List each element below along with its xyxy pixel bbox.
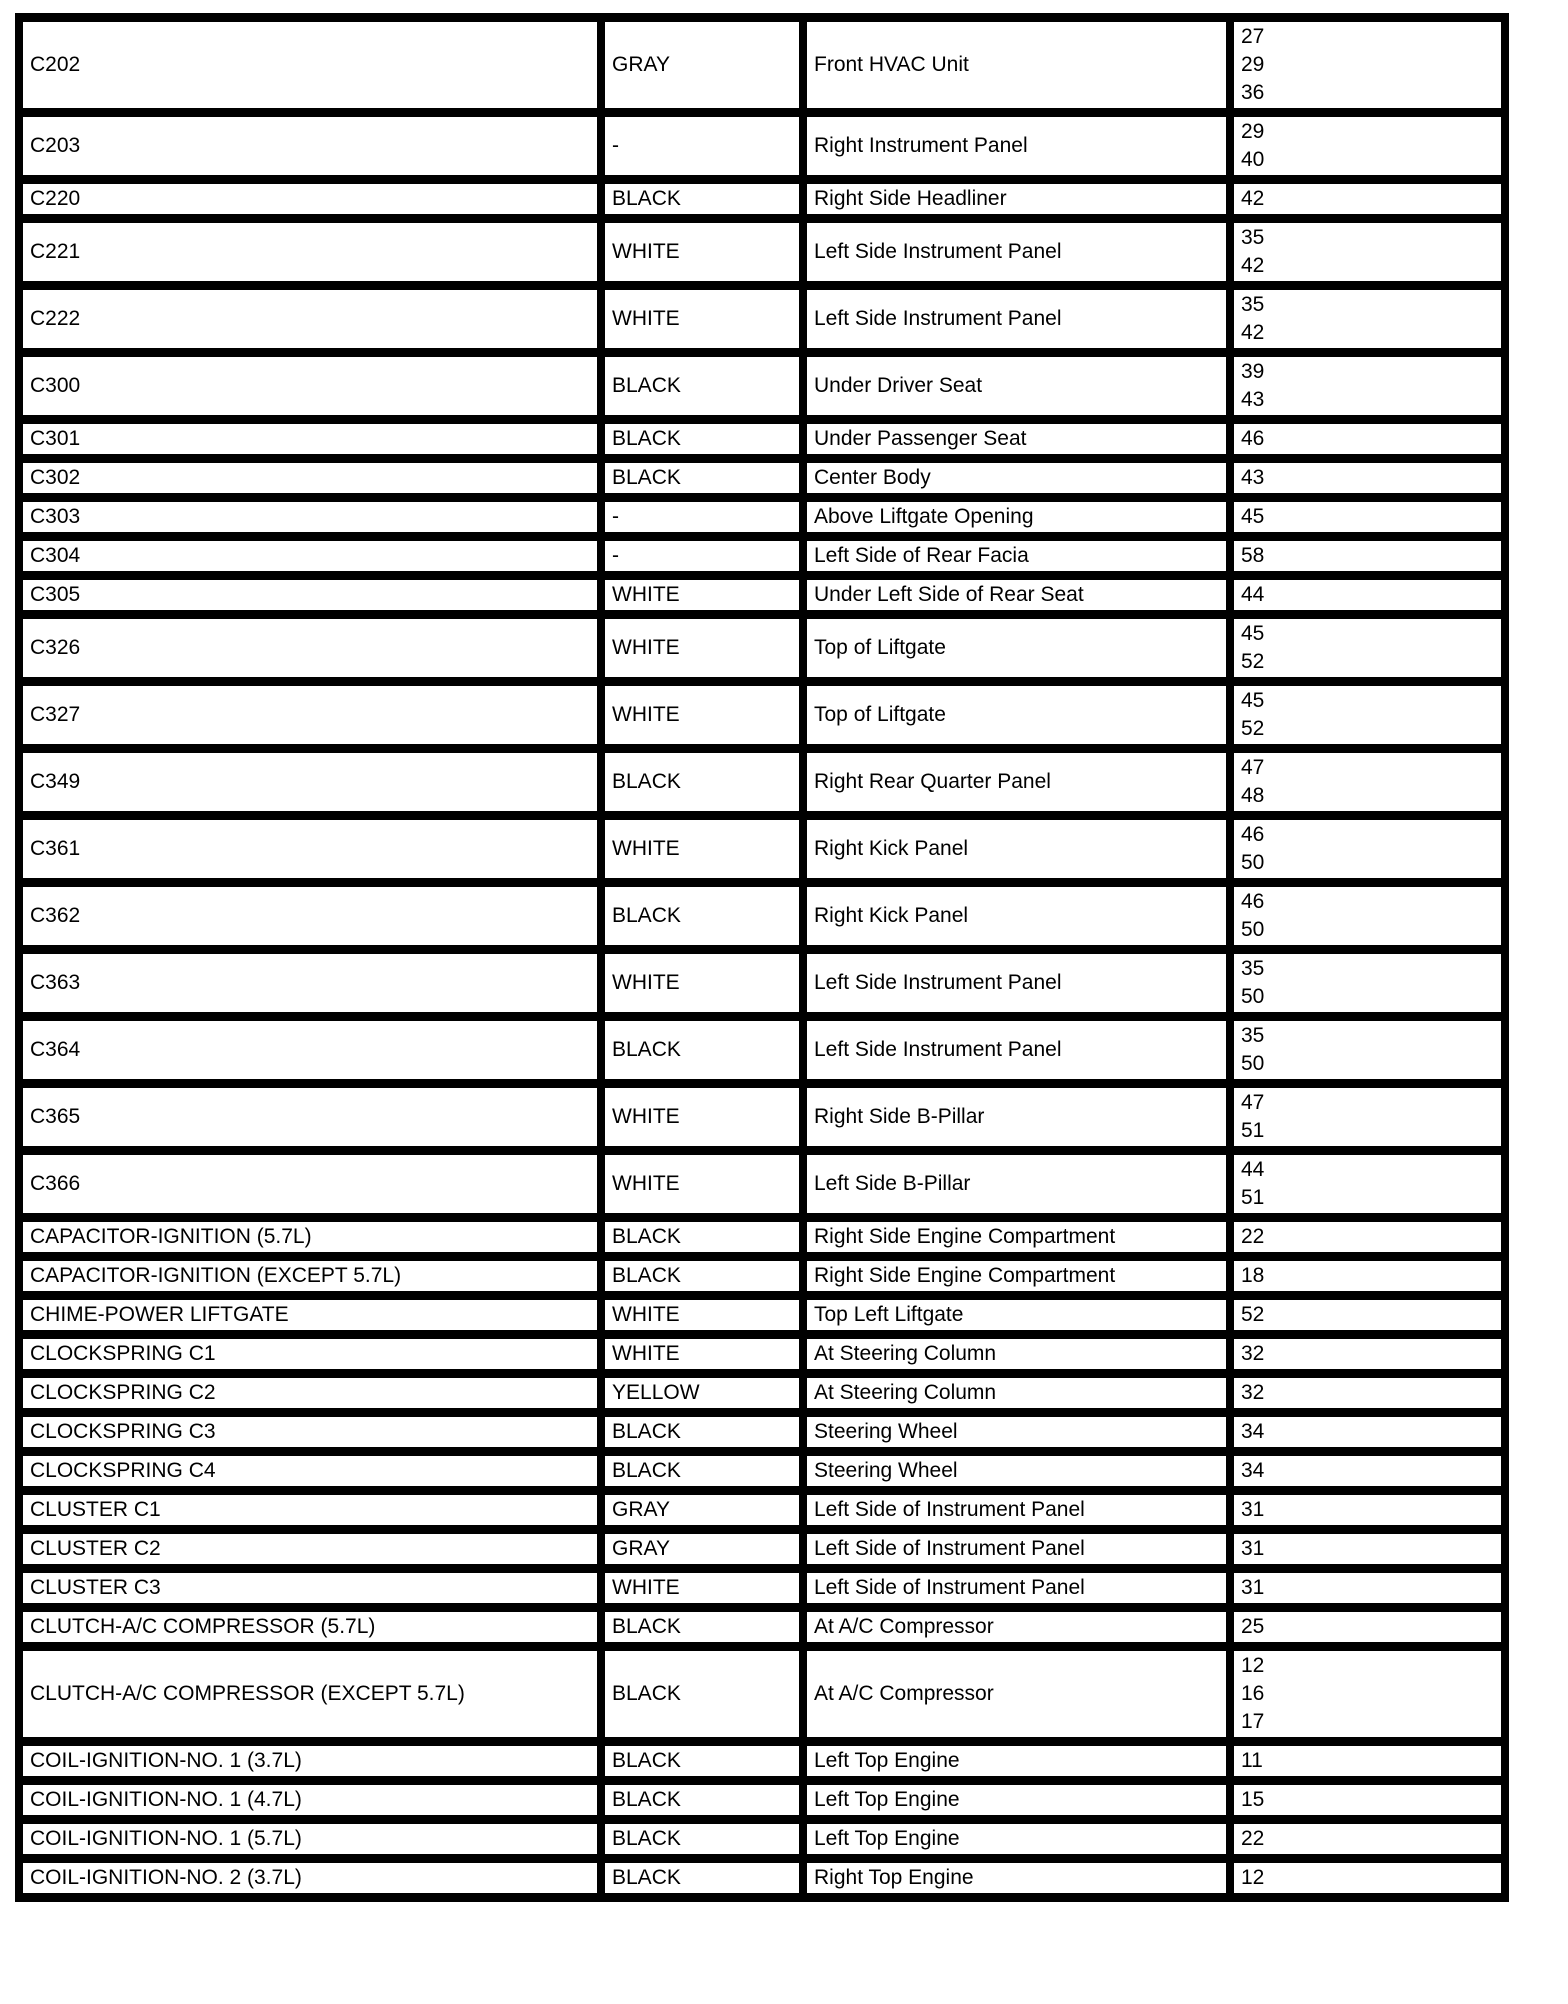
connector-color-cell: WHITE (601, 816, 803, 883)
page-number: 47 (1241, 756, 1265, 779)
connector-location-cell: Above Liftgate Opening (803, 498, 1230, 537)
connector-pages-cell (1230, 1084, 1505, 1151)
page-number: 47 (1241, 1091, 1265, 1114)
connector-color-cell: WHITE (601, 1296, 803, 1335)
page-number: 36 (1241, 81, 1265, 104)
table-row (19, 749, 1505, 816)
table-row (19, 576, 1505, 615)
connector-pages-cell (1230, 113, 1505, 180)
connector-color-cell: WHITE (601, 219, 803, 286)
connector-color-cell: BLACK (601, 180, 803, 219)
connector-color-cell: WHITE (601, 615, 803, 682)
connector-location-cell: At A/C Compressor (803, 1647, 1230, 1742)
connector-pages-cell (1230, 1781, 1505, 1820)
table-row (19, 1084, 1505, 1151)
connector-pages-cell (1230, 1742, 1505, 1781)
connector-location-cell: Left Side B-Pillar (803, 1151, 1230, 1218)
connector-name-cell: CLUSTER C1 (19, 1491, 601, 1530)
table-row (19, 219, 1505, 286)
connector-name-cell: CLOCKSPRING C3 (19, 1413, 601, 1452)
connector-location-cell: Under Left Side of Rear Seat (803, 576, 1230, 615)
page-number: 39 (1241, 360, 1265, 383)
page-sheet (15, 13, 1509, 1902)
connector-color-cell: BLACK (601, 1608, 803, 1647)
page-number: 50 (1241, 918, 1265, 941)
page-number: 29 (1241, 120, 1265, 143)
table-row (19, 1374, 1505, 1413)
page-number: 43 (1241, 466, 1265, 489)
connector-color-cell: BLACK (601, 1859, 803, 1898)
connector-location-cell: Top of Liftgate (803, 615, 1230, 682)
page-number: 35 (1241, 226, 1265, 249)
page-number: 48 (1241, 784, 1265, 807)
connector-pages-cell (1230, 180, 1505, 219)
page-number: 35 (1241, 957, 1265, 980)
page-number: 50 (1241, 1052, 1265, 1075)
table-row (19, 1017, 1505, 1084)
connector-pages-cell (1230, 749, 1505, 816)
connector-color-cell: BLACK (601, 883, 803, 950)
connector-location-cell: Left Top Engine (803, 1820, 1230, 1859)
page-number: 50 (1241, 985, 1265, 1008)
connector-name-cell: CLUSTER C2 (19, 1530, 601, 1569)
table-row (19, 353, 1505, 420)
page-number: 15 (1241, 1788, 1265, 1811)
connector-name-cell: C203 (19, 113, 601, 180)
table-row (19, 180, 1505, 219)
page-number: 44 (1241, 583, 1265, 606)
page-number: 25 (1241, 1615, 1265, 1638)
table-row (19, 1820, 1505, 1859)
connector-location-cell: Right Top Engine (803, 1859, 1230, 1898)
connector-color-cell: BLACK (601, 1218, 803, 1257)
table-row (19, 950, 1505, 1017)
connector-location-cell: Left Side of Instrument Panel (803, 1530, 1230, 1569)
connector-location-cell: Right Side Engine Compartment (803, 1218, 1230, 1257)
connector-color-cell: GRAY (601, 18, 803, 113)
table-row (19, 1335, 1505, 1374)
connector-name-cell: C326 (19, 615, 601, 682)
connector-color-cell: WHITE (601, 576, 803, 615)
table-row (19, 1296, 1505, 1335)
table-row (19, 1491, 1505, 1530)
connector-pages-cell (1230, 18, 1505, 113)
page-number: 50 (1241, 851, 1265, 874)
connector-pages-cell (1230, 1335, 1505, 1374)
connector-location-cell: Left Top Engine (803, 1742, 1230, 1781)
connector-location-cell: Left Side of Instrument Panel (803, 1569, 1230, 1608)
connector-location-cell: Left Side of Instrument Panel (803, 1491, 1230, 1530)
table-row (19, 1859, 1505, 1898)
connector-name-cell: C220 (19, 180, 601, 219)
connector-color-cell: WHITE (601, 682, 803, 749)
connector-location-cell: Center Body (803, 459, 1230, 498)
connector-pages-cell (1230, 1374, 1505, 1413)
connector-name-cell: C202 (19, 18, 601, 113)
page-number: 16 (1241, 1682, 1265, 1705)
page-number: 46 (1241, 890, 1265, 913)
page-number: 18 (1241, 1264, 1265, 1287)
connector-location-cell: Right Instrument Panel (803, 113, 1230, 180)
connector-pages-cell (1230, 1491, 1505, 1530)
page-number: 42 (1241, 187, 1265, 210)
connector-name-cell: C363 (19, 950, 601, 1017)
table-row (19, 1569, 1505, 1608)
connector-name-cell: C302 (19, 459, 601, 498)
connector-location-cell: Left Side Instrument Panel (803, 1017, 1230, 1084)
connector-pages-cell (1230, 420, 1505, 459)
connector-name-cell: C222 (19, 286, 601, 353)
connector-name-cell: COIL-IGNITION-NO. 1 (5.7L) (19, 1820, 601, 1859)
connector-name-cell: CLOCKSPRING C1 (19, 1335, 601, 1374)
connector-location-cell: Right Rear Quarter Panel (803, 749, 1230, 816)
connector-pages-cell (1230, 1530, 1505, 1569)
page-number: 34 (1241, 1420, 1265, 1443)
table-row (19, 1257, 1505, 1296)
connector-name-cell: CLOCKSPRING C2 (19, 1374, 601, 1413)
connector-pages-cell (1230, 1218, 1505, 1257)
connector-location-cell: Top Left Liftgate (803, 1296, 1230, 1335)
page-number: 52 (1241, 650, 1265, 673)
connector-location-cell: Left Side of Rear Facia (803, 537, 1230, 576)
connector-location-cell: Right Kick Panel (803, 816, 1230, 883)
connector-color-cell: BLACK (601, 1017, 803, 1084)
connector-pages-cell (1230, 1569, 1505, 1608)
connector-location-table (15, 13, 1509, 1902)
connector-color-cell: WHITE (601, 1569, 803, 1608)
connector-color-cell: BLACK (601, 1257, 803, 1296)
connector-location-cell: Right Side Headliner (803, 180, 1230, 219)
connector-name-cell: C366 (19, 1151, 601, 1218)
connector-pages-cell (1230, 498, 1505, 537)
page-number: 45 (1241, 505, 1265, 528)
connector-name-cell: C303 (19, 498, 601, 537)
page-number: 44 (1241, 1158, 1265, 1181)
table-row (19, 113, 1505, 180)
connector-name-cell: CLUTCH-A/C COMPRESSOR (5.7L) (19, 1608, 601, 1647)
connector-pages-cell (1230, 1820, 1505, 1859)
page-number: 58 (1241, 544, 1265, 567)
connector-color-cell: BLACK (601, 1820, 803, 1859)
connector-name-cell: CLOCKSPRING C4 (19, 1452, 601, 1491)
connector-pages-cell (1230, 883, 1505, 950)
connector-pages-cell (1230, 1608, 1505, 1647)
connector-color-cell: YELLOW (601, 1374, 803, 1413)
connector-pages-cell (1230, 1452, 1505, 1491)
connector-pages-cell (1230, 353, 1505, 420)
page-number: 32 (1241, 1381, 1265, 1404)
page-number: 52 (1241, 717, 1265, 740)
connector-pages-cell (1230, 286, 1505, 353)
table-row (19, 1647, 1505, 1742)
connector-location-cell: Steering Wheel (803, 1452, 1230, 1491)
connector-pages-cell (1230, 1151, 1505, 1218)
connector-location-cell: Left Side Instrument Panel (803, 219, 1230, 286)
table-row (19, 459, 1505, 498)
connector-pages-cell (1230, 576, 1505, 615)
connector-color-cell: GRAY (601, 1530, 803, 1569)
table-row (19, 537, 1505, 576)
connector-color-cell: BLACK (601, 459, 803, 498)
page-number: 40 (1241, 148, 1265, 171)
connector-name-cell: COIL-IGNITION-NO. 1 (4.7L) (19, 1781, 601, 1820)
page-number: 11 (1241, 1749, 1263, 1772)
page-number: 27 (1241, 25, 1265, 48)
connector-name-cell: C365 (19, 1084, 601, 1151)
page-number: 46 (1241, 823, 1265, 846)
connector-location-cell: Right Kick Panel (803, 883, 1230, 950)
connector-pages-cell (1230, 950, 1505, 1017)
connector-color-cell: BLACK (601, 1647, 803, 1742)
connector-color-cell: BLACK (601, 1413, 803, 1452)
page-number: 35 (1241, 293, 1265, 316)
table-row (19, 286, 1505, 353)
page-number: 46 (1241, 427, 1265, 450)
table-row (19, 1452, 1505, 1491)
connector-name-cell: C305 (19, 576, 601, 615)
page-number: 52 (1241, 1303, 1265, 1326)
page-number: 34 (1241, 1459, 1265, 1482)
connector-name-cell: CLUSTER C3 (19, 1569, 601, 1608)
page-number: 12 (1241, 1866, 1265, 1889)
table-row (19, 1413, 1505, 1452)
connector-color-cell: BLACK (601, 1781, 803, 1820)
table-row (19, 615, 1505, 682)
connector-pages-cell (1230, 1859, 1505, 1898)
connector-name-cell: C304 (19, 537, 601, 576)
connector-pages-cell (1230, 219, 1505, 286)
page-number: 45 (1241, 622, 1265, 645)
connector-color-cell: WHITE (601, 286, 803, 353)
page-number: 35 (1241, 1024, 1265, 1047)
connector-color-cell: BLACK (601, 420, 803, 459)
connector-name-cell: CLUTCH-A/C COMPRESSOR (EXCEPT 5.7L) (19, 1647, 601, 1742)
connector-location-cell: Right Side Engine Compartment (803, 1257, 1230, 1296)
connector-location-cell: Left Side Instrument Panel (803, 950, 1230, 1017)
connector-name-cell: COIL-IGNITION-NO. 2 (3.7L) (19, 1859, 601, 1898)
page-number: 17 (1241, 1710, 1265, 1733)
connector-name-cell: C301 (19, 420, 601, 459)
table-row (19, 883, 1505, 950)
table-row (19, 1218, 1505, 1257)
table-row (19, 420, 1505, 459)
page-number: 22 (1241, 1827, 1265, 1850)
connector-name-cell: CAPACITOR-IGNITION (EXCEPT 5.7L) (19, 1257, 601, 1296)
connector-name-cell: C300 (19, 353, 601, 420)
page-number: 31 (1241, 1576, 1265, 1599)
connector-name-cell: C364 (19, 1017, 601, 1084)
connector-location-cell: At Steering Column (803, 1335, 1230, 1374)
connector-color-cell: GRAY (601, 1491, 803, 1530)
connector-pages-cell (1230, 816, 1505, 883)
connector-location-cell: Left Side Instrument Panel (803, 286, 1230, 353)
connector-color-cell: BLACK (601, 1742, 803, 1781)
connector-color-cell: BLACK (601, 1452, 803, 1491)
connector-color-cell: BLACK (601, 749, 803, 816)
connector-location-cell: At Steering Column (803, 1374, 1230, 1413)
page-number: 43 (1241, 388, 1265, 411)
page-number: 42 (1241, 321, 1265, 344)
connector-table-body (19, 18, 1505, 1898)
connector-name-cell: C221 (19, 219, 601, 286)
connector-location-cell: At A/C Compressor (803, 1608, 1230, 1647)
page-number: 31 (1241, 1537, 1265, 1560)
table-row (19, 1151, 1505, 1218)
connector-pages-cell (1230, 1296, 1505, 1335)
connector-location-cell: Left Top Engine (803, 1781, 1230, 1820)
connector-name-cell: C327 (19, 682, 601, 749)
table-row (19, 1530, 1505, 1569)
connector-location-cell: Under Driver Seat (803, 353, 1230, 420)
connector-location-cell: Right Side B-Pillar (803, 1084, 1230, 1151)
page-number: 45 (1241, 689, 1265, 712)
table-row (19, 1742, 1505, 1781)
table-row (19, 682, 1505, 749)
connector-color-cell: WHITE (601, 1084, 803, 1151)
connector-color-cell: - (601, 498, 803, 537)
page-number: 12 (1241, 1654, 1265, 1677)
connector-color-cell: WHITE (601, 1335, 803, 1374)
connector-pages-cell (1230, 537, 1505, 576)
connector-location-cell: Under Passenger Seat (803, 420, 1230, 459)
connector-color-cell: - (601, 537, 803, 576)
connector-pages-cell (1230, 1647, 1505, 1742)
connector-location-cell: Front HVAC Unit (803, 18, 1230, 113)
connector-name-cell: C349 (19, 749, 601, 816)
table-row (19, 1781, 1505, 1820)
connector-pages-cell (1230, 682, 1505, 749)
page-number: 51 (1241, 1119, 1265, 1142)
connector-color-cell: BLACK (601, 353, 803, 420)
table-row (19, 18, 1505, 113)
connector-location-cell: Top of Liftgate (803, 682, 1230, 749)
table-row (19, 816, 1505, 883)
table-row (19, 1608, 1505, 1647)
connector-pages-cell (1230, 1413, 1505, 1452)
table-row (19, 498, 1505, 537)
connector-name-cell: C362 (19, 883, 601, 950)
connector-color-cell: WHITE (601, 950, 803, 1017)
connector-name-cell: CAPACITOR-IGNITION (5.7L) (19, 1218, 601, 1257)
connector-pages-cell (1230, 1017, 1505, 1084)
connector-pages-cell (1230, 459, 1505, 498)
page-number: 42 (1241, 254, 1265, 277)
connector-name-cell: CHIME-POWER LIFTGATE (19, 1296, 601, 1335)
connector-name-cell: C361 (19, 816, 601, 883)
page-number: 29 (1241, 53, 1265, 76)
connector-pages-cell (1230, 615, 1505, 682)
page-number: 22 (1241, 1225, 1265, 1248)
connector-location-cell: Steering Wheel (803, 1413, 1230, 1452)
connector-color-cell: WHITE (601, 1151, 803, 1218)
connector-color-cell: - (601, 113, 803, 180)
connector-name-cell: COIL-IGNITION-NO. 1 (3.7L) (19, 1742, 601, 1781)
connector-pages-cell (1230, 1257, 1505, 1296)
page-number: 51 (1241, 1186, 1265, 1209)
page-number: 32 (1241, 1342, 1265, 1365)
page-number: 31 (1241, 1498, 1265, 1521)
